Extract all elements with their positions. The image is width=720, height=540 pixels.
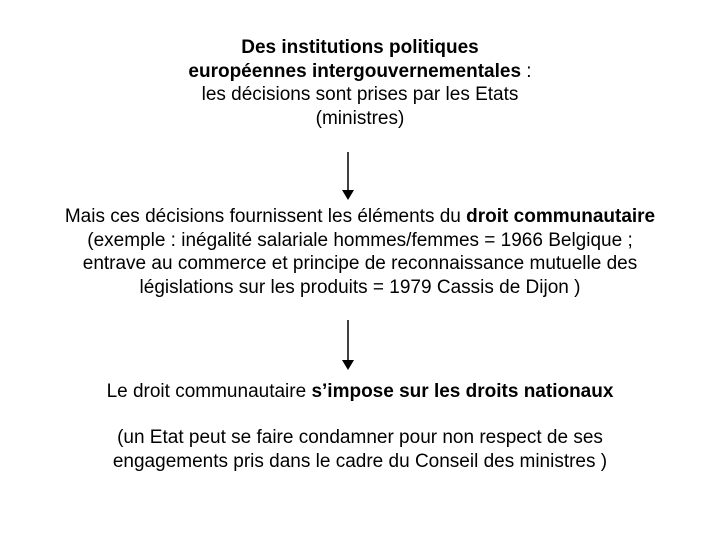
- block3-line: [0, 380, 720, 404]
- block4-line1: (un Etat peut se faire condamner pour non respect de ses: [117, 427, 603, 448]
- block1-line1-bold: Des institutions politiques: [241, 37, 479, 58]
- block2-line1: [0, 205, 720, 229]
- block1-line2-bold: européennes intergouvernementales: [188, 60, 522, 82]
- block1-line4: (ministres): [315, 107, 405, 129]
- block1-line2: [0, 60, 720, 84]
- block1-line2-rest: :: [521, 60, 532, 82]
- intergovernmental-institutions-text: [0, 36, 720, 130]
- arrow-down-1: [338, 152, 358, 200]
- community-law-text: [0, 205, 720, 299]
- block1-line1: [0, 36, 720, 60]
- primacy-text: [0, 380, 720, 404]
- block3-bold: s’impose sur les droits nationaux: [311, 381, 614, 402]
- block2-line2: (exemple : inégalité salariale hommes/femmes = 1966 Belgique ;: [87, 229, 633, 251]
- block3-start: Le droit communautaire: [106, 381, 312, 402]
- block4-line2: engagements pris dans le cadre du Conseil des ministres ): [112, 450, 608, 472]
- condemnation-note-text: [0, 426, 720, 473]
- block1-line3: les décisions sont prises par les Etats: [201, 84, 519, 105]
- block2-line3: entrave au commerce et principe de reconnaissance mutuelle des: [82, 253, 638, 274]
- block2-line1-start: Mais ces décisions fournissent les éléments du: [64, 206, 467, 227]
- block2-line1-bold: droit communautaire: [466, 206, 656, 227]
- arrow-down-2: [338, 320, 358, 370]
- block2-line4: législations sur les produits = 1979 Cassis de Dijon ): [139, 276, 581, 298]
